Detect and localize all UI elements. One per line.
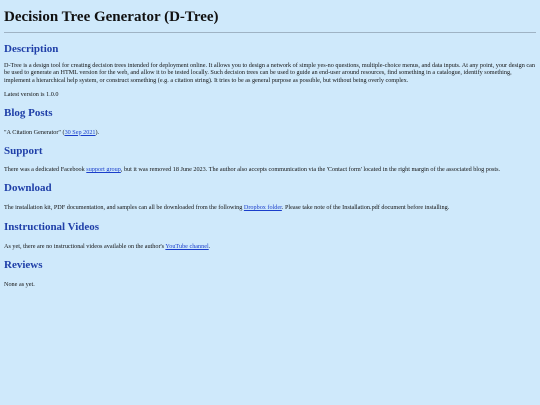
support-group-link[interactable]: support group	[86, 166, 121, 174]
support-paragraph	[4, 166, 536, 173]
blog-heading: Blog Posts	[4, 106, 53, 119]
download-heading: Download	[4, 182, 52, 195]
download-paragraph	[4, 204, 536, 211]
support-text-before: There was a dedicated Facebook	[4, 166, 87, 174]
youtube-channel-link[interactable]: YouTube channel	[165, 242, 209, 250]
description-paragraph: D-Tree is a design tool for creating decision trees intended for deployment online. It allows you to design a network of simple yes-no questions, multiple-choice menus, and data inputs. At any point, your design can be used to generate an HTML version for the web, and allow it to be tested locally. Such decision trees can be used to guide an end-user around resources, find something in a catalogue, identify something, implement a hierarchical help system, or construct something (e.g. a citation string). It tries to be as general purpose as possible, but without being overly complex.	[4, 62, 535, 84]
blog-open-paren: (	[60, 128, 65, 136]
videos-text-before: As yet, there are no instructional videos available on the author's	[4, 242, 166, 250]
blog-close-paren: ).	[95, 128, 100, 136]
page-content	[4, 8, 536, 289]
download-section	[4, 182, 536, 211]
reviews-section	[4, 259, 536, 288]
description-section	[4, 43, 536, 99]
blog-post-entry	[4, 129, 536, 136]
version-text: Latest version is 1.0.0	[4, 91, 59, 99]
support-text-after: , but it was removed 18 June 2023. The author also accepts communication via the 'Contact form' located in the right margin of the associated blog posts.	[120, 166, 501, 174]
title-divider	[4, 32, 536, 33]
page-title: Decision Tree Generator (D-Tree)	[4, 9, 219, 25]
videos-heading: Instructional Videos	[4, 220, 100, 233]
videos-section	[4, 221, 536, 250]
support-heading: Support	[4, 145, 43, 158]
download-text-before: The installation kit, PDF documentation, and samples can all be downloaded from the following	[4, 204, 244, 212]
description-heading: Description	[4, 43, 59, 55]
download-text-after: . Please take note of the Installation.pdf document before installing.	[281, 204, 450, 212]
reviews-text: None as yet.	[4, 281, 35, 289]
blog-section	[4, 107, 536, 136]
reviews-heading: Reviews	[4, 259, 43, 272]
support-section	[4, 145, 536, 173]
blog-post-title: "A Citation Generator"	[4, 128, 61, 136]
videos-text-after: .	[208, 242, 211, 250]
dropbox-folder-link[interactable]: Dropbox folder	[243, 204, 282, 212]
videos-paragraph	[4, 243, 536, 250]
blog-post-date-link[interactable]: 30 Sep 2021	[64, 128, 96, 136]
